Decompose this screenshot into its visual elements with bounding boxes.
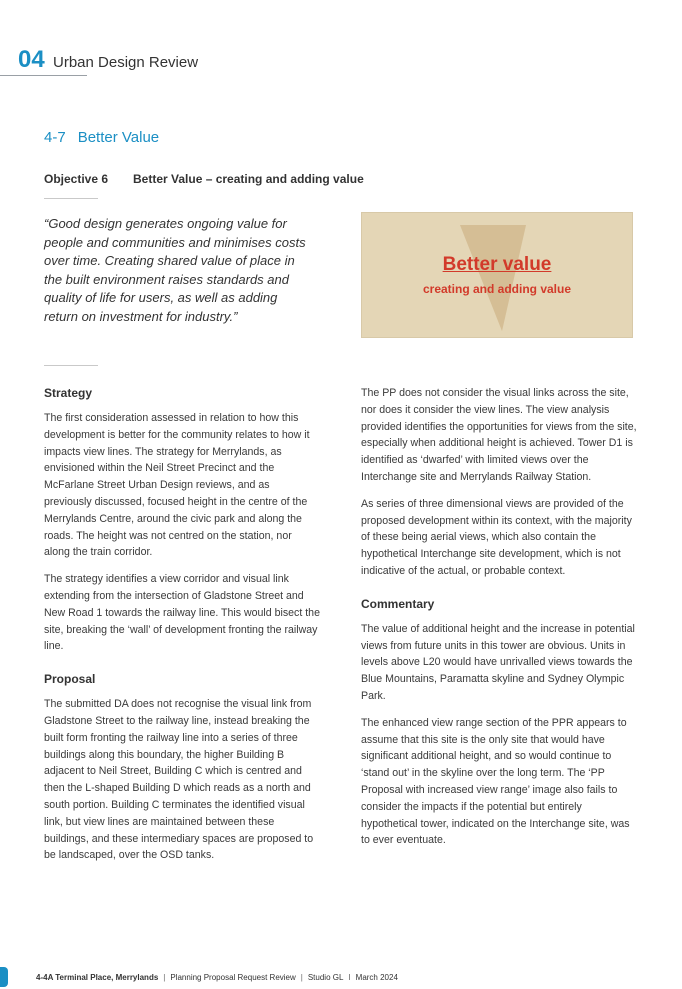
section-name: Better Value bbox=[77, 129, 160, 146]
commentary-paragraph-2: The enhanced view range section of the PPR appears to assume that this site is the only site that would have significant additional height, and so would continue to ‘stand out’ in the skyline over the long term. The ‘PP Proposal with increased view range’ image also fails to consider the impacts if the potential but entirely hypothetical tower, indicated on the Interchange site, was to ever eventuate. bbox=[361, 716, 630, 847]
proposal-paragraph-1: The submitted DA does not recognise the visual link from Gladstone Street to the railway line, instead breaking the built form fronting the railway line into a series of three buildings along this boundary, the higher Building B adjacent to Neil Street, Building C which is centred and then the L-shaped Building D which reads as a north and south portion. Building C terminates the identified visual link, but view lines are maintained between these buildings, and these intermediary spaces are proposed to be landscaped, over the OSD tanks. bbox=[44, 698, 314, 862]
chapter-title: Urban Design Review bbox=[53, 54, 199, 71]
section-title bbox=[44, 128, 159, 148]
footer-document: Planning Proposal Request Review bbox=[170, 973, 296, 982]
commentary-paragraph-1: The value of additional height and the increase in potential views from future units in this tower are obvious. Units in levels above L20 would have unrivalled views towards the Blue Mountains, Paramatta skyline and Sydney Olympic Park. bbox=[361, 622, 635, 702]
right-paragraph-1: The PP does not consider the visual links across the site, nor does it consider the view lines. The view analysis provided identifies the opportunities for views from the site, especially when additional height is achieved. Tower D1 is identified as ‘dwarfed’ with limited views over the Interchange site and Merrylands Railway Station. bbox=[361, 387, 637, 483]
footer-site: 4-4A Terminal Place, Merrylands bbox=[36, 973, 159, 982]
page-tab bbox=[0, 967, 8, 987]
graphic-subtitle: creating and adding value bbox=[422, 282, 572, 296]
header-rule bbox=[0, 75, 87, 76]
footer-separator: | bbox=[300, 973, 303, 982]
footer-date: March 2024 bbox=[355, 973, 398, 982]
right-paragraph-2: As series of three dimensional views are provided of the proposed development within its context, with the majority of these being aerial views, which also contain the hypothetical Interchange site development, which is not indicative of the actual, or probable context. bbox=[361, 497, 632, 577]
footer-author: Studio GL bbox=[307, 973, 344, 982]
right-column bbox=[361, 385, 637, 859]
proposal-heading: Proposal bbox=[44, 672, 96, 687]
strategy-paragraph-2: The strategy identifies a view corridor and visual link extending from the intersection of Gladstone Street and New Road 1 towards the railway line. This would bisect the site, breaking the ‘wall’ of development fronting the railway line. bbox=[44, 573, 320, 653]
quote-rule-top bbox=[44, 198, 98, 199]
strategy-heading: Strategy bbox=[44, 386, 93, 400]
better-value-graphic bbox=[361, 212, 633, 338]
footer-separator: I bbox=[348, 973, 351, 982]
footer-separator: | bbox=[163, 973, 166, 982]
section-number: 4-7 bbox=[44, 129, 66, 146]
quote-rule-bottom bbox=[44, 365, 98, 366]
objective-label: Objective 6 bbox=[44, 172, 109, 186]
left-column bbox=[44, 385, 320, 874]
chapter-number: 04 bbox=[18, 46, 45, 73]
graphic-title: Better value bbox=[442, 254, 552, 275]
commentary-heading: Commentary bbox=[361, 596, 435, 611]
strategy-paragraph-1: The first consideration assessed in relation to how this development is better for the community relates to how it impacts view lines. The strategy for Merrylands, as envisioned within the Neil Street Precinct and the McFarlane Street Urban Design reviews, and as previously discussed, focused height in the centre of the Merrylands Centre, around the civic park and along the roads. The height was not centred on the station, nor along the train corridor. bbox=[44, 412, 310, 559]
pull-quote: “Good design generates ongoing value for people and communities and minimises costs over time. Creating shared value of place in the built environment raises standards and quality of life for users, as well as adding return on investment for industry.” bbox=[44, 216, 306, 324]
footer bbox=[36, 972, 398, 984]
objective-text: Better Value – creating and adding value bbox=[133, 172, 364, 186]
